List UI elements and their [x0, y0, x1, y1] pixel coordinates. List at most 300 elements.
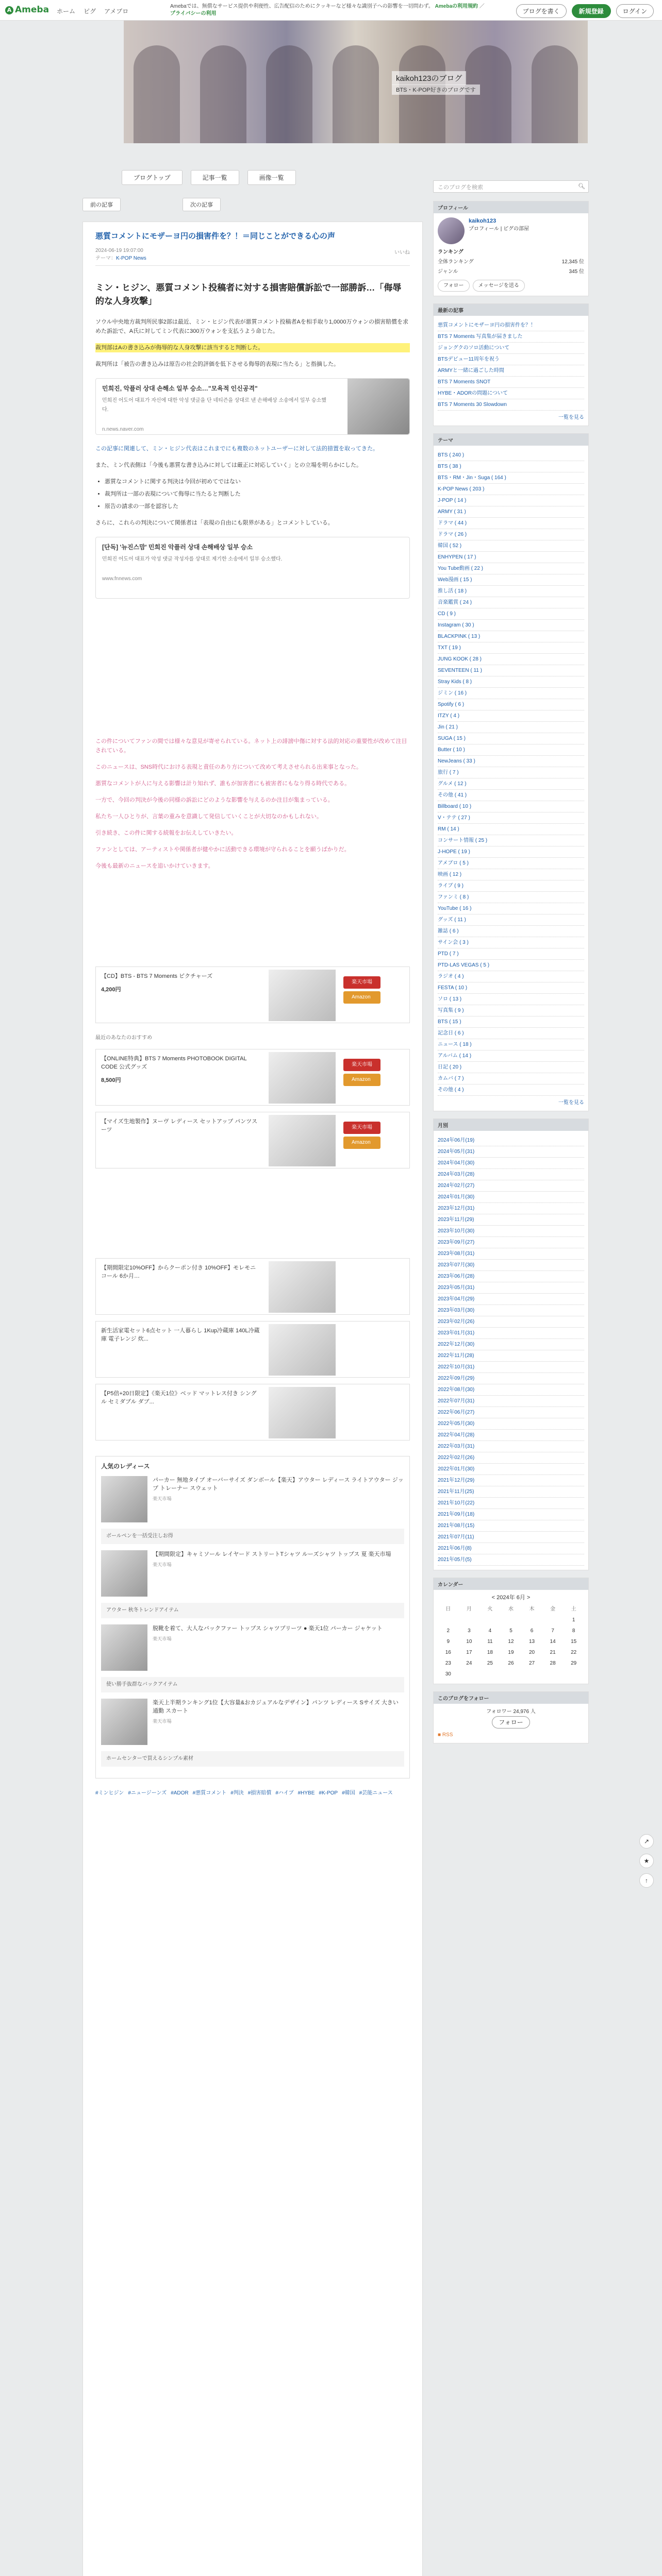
theme-link[interactable]: ARMY ( 31 )	[438, 509, 466, 515]
theme-link[interactable]: 音楽鑑賞 ( 24 )	[438, 600, 472, 605]
calendar-day[interactable]: 3	[468, 1628, 471, 1634]
archive-link[interactable]: 2021年10月(22)	[438, 1500, 475, 1506]
latest-entry-link[interactable]: ジョングクのソロ活動について	[438, 345, 510, 351]
archive-link[interactable]: 2023年06月(28)	[438, 1274, 475, 1279]
theme-item	[438, 982, 584, 994]
calendar-day[interactable]: 16	[445, 1650, 451, 1655]
archive-link[interactable]: 2022年04月(28)	[438, 1432, 475, 1438]
theme-link[interactable]: JUNG KOOK ( 28 )	[438, 656, 482, 662]
share-icon[interactable]: ↗	[639, 1834, 654, 1849]
archive-link[interactable]: 2022年03月(31)	[438, 1444, 475, 1449]
hashtag-link[interactable]: #ハイブ	[275, 1790, 294, 1796]
archive-link[interactable]: 2024年06月(19)	[438, 1138, 475, 1143]
theme-link[interactable]: Spotify ( 6 )	[438, 702, 465, 707]
archive-link[interactable]: 2024年03月(28)	[438, 1172, 475, 1177]
calendar-day[interactable]: 30	[445, 1671, 451, 1677]
theme-link[interactable]: ソロ ( 13 )	[438, 996, 462, 1002]
calendar-day	[521, 1615, 542, 1625]
theme-label: テーマ：	[95, 256, 116, 261]
hashtag-link[interactable]: #HYBE	[297, 1790, 315, 1796]
calendar-day[interactable]: 24	[466, 1660, 472, 1666]
calendar-day[interactable]: 1	[572, 1617, 575, 1623]
theme-item	[438, 1016, 584, 1028]
archive-link[interactable]: 2021年05月(5)	[438, 1557, 472, 1563]
theme-link[interactable]: アルバム ( 14 )	[438, 1053, 472, 1059]
hashtag-link[interactable]: #判決	[230, 1790, 244, 1796]
calendar-weekday: 月	[466, 1606, 472, 1612]
latest-entry-link[interactable]: HYBE・ADORの問題について	[438, 391, 508, 396]
calendar-day	[479, 1669, 501, 1680]
article-paragraph: 裁判部はAの書き込みが侮辱的な人身攻撃に該当すると判断した。	[95, 343, 410, 352]
theme-link[interactable]: ジミン ( 16 )	[438, 690, 467, 696]
rank-overall-value: 12,345 位	[561, 259, 584, 265]
affiliate-item[interactable]	[95, 1049, 410, 1106]
calendar-day[interactable]: 12	[508, 1639, 514, 1645]
popular-item[interactable]: 楽天上半期ランキング1位【大容量&おカジュアルなデザイン】パンツ レディース Sサイズ 大きい 通勤 スカート 楽天市場	[101, 1699, 404, 1745]
theme-item	[438, 552, 584, 563]
theme-item	[438, 461, 584, 472]
calendar-day[interactable]: 22	[571, 1650, 577, 1655]
archive-item	[438, 1418, 584, 1430]
calendar-day[interactable]: 7	[551, 1628, 554, 1634]
theme-link[interactable]: Instagram ( 30 )	[438, 622, 474, 628]
popular-heading: 人気のレディース	[101, 1463, 150, 1470]
entry-theme-link[interactable]: K-POP News	[116, 256, 146, 261]
search-icon[interactable]: 🔍︎	[578, 183, 585, 190]
ad-item[interactable]	[95, 1321, 410, 1378]
theme-link[interactable]: RM ( 14 )	[438, 826, 459, 832]
calendar-day[interactable]: 29	[571, 1660, 577, 1666]
latest-entry-link[interactable]: BTS 7 Moments SNOT	[438, 379, 491, 385]
calendar-day	[501, 1669, 522, 1680]
shop-amazon-button[interactable]: Amazon	[343, 1074, 380, 1086]
entry-like-top[interactable]: いいね	[394, 250, 410, 256]
theme-link[interactable]: コンサート情報 ( 25 )	[438, 838, 488, 843]
blog-header-image	[124, 21, 588, 143]
nav-ameblo[interactable]: アメブロ	[104, 8, 129, 15]
latest-entry-link[interactable]: 悪質コメントにモザーヨ円の損害件を？！	[438, 323, 536, 328]
cookie-notice: Amebaでは、無償なサービス提供や利便性、広告配信のためにクッキーなど様々な識別子への影響を一切問わず。 Amebaの利用規約 ／ プライバシーの利用	[170, 4, 485, 16]
calendar-week	[438, 1647, 584, 1658]
latest-entry-link[interactable]: BTS 7 Moments 写真集が届きました	[438, 334, 523, 340]
hashtag-link[interactable]: #悪質コメント	[192, 1790, 227, 1796]
theme-link[interactable]: 写真集 ( 9 )	[438, 1008, 464, 1013]
archive-link[interactable]: 2022年02月(26)	[438, 1455, 475, 1461]
blog-top-button[interactable]: ブログトップ	[122, 170, 183, 185]
blog-title[interactable]: kaikoh123のブログ	[392, 71, 466, 85]
calendar-weekday: 火	[487, 1606, 493, 1612]
popular-ladies-section	[95, 1456, 410, 1778]
archive-link[interactable]: 2023年05月(31)	[438, 1285, 475, 1291]
calendar-day[interactable]: 18	[487, 1650, 493, 1655]
archive-link[interactable]: 2023年12月(31)	[438, 1206, 475, 1211]
archive-link[interactable]: 2021年11月(25)	[438, 1489, 474, 1495]
archive-item	[438, 1328, 584, 1339]
calendar-day[interactable]: 14	[550, 1639, 556, 1645]
archive-item	[438, 1407, 584, 1418]
calendar-week	[438, 1625, 584, 1636]
popular-item[interactable]: パーカー 無地タイプ オーバーサイズ ダンボール【楽天】アウター レディース ライトアウター ジップ トレーナー スウェット 楽天市場	[101, 1476, 404, 1522]
calendar-day[interactable]: 20	[528, 1650, 535, 1655]
archive-link[interactable]: 2022年09月(29)	[438, 1376, 475, 1381]
archive-item	[438, 1498, 584, 1509]
archive-item	[438, 1373, 584, 1384]
theme-link[interactable]: Web漫画 ( 15 )	[438, 577, 472, 583]
calendar-day[interactable]: 26	[508, 1660, 514, 1666]
calendar-day[interactable]: 28	[550, 1660, 556, 1666]
theme-link[interactable]: 推し活 ( 18 )	[438, 588, 467, 594]
theme-item	[438, 801, 584, 812]
theme-link[interactable]: NewJeans ( 33 )	[438, 758, 475, 764]
theme-link[interactable]: YouTube ( 16 )	[438, 906, 472, 911]
theme-item	[438, 540, 584, 552]
archive-item	[438, 1271, 584, 1282]
archive-link[interactable]: 2021年12月(29)	[438, 1478, 475, 1483]
rss-link[interactable]: ■ RSS	[438, 1732, 453, 1738]
calendar-day[interactable]: 15	[571, 1639, 577, 1645]
theme-list	[434, 446, 588, 1111]
theme-link[interactable]: 記念日 ( 6 )	[438, 1030, 464, 1036]
theme-item	[438, 529, 584, 540]
theme-item	[438, 858, 584, 869]
ameba-logo[interactable]	[5, 5, 49, 15]
popular-item-image	[101, 1624, 147, 1671]
theme-link[interactable]: 韓国 ( 52 )	[438, 543, 462, 549]
calendar-week	[438, 1636, 584, 1647]
ad-title: 【期間限定10%OFF】からクーポン付き 10%OFF】モレモニコール 6か月…	[101, 1265, 256, 1279]
theme-item	[438, 1028, 584, 1039]
archive-item	[438, 1339, 584, 1350]
archive-link[interactable]: 2022年05月(30)	[438, 1421, 475, 1427]
theme-link[interactable]: Stray Kids ( 8 )	[438, 679, 472, 685]
theme-link[interactable]: SEVENTEEN ( 11 )	[438, 668, 482, 673]
archive-link[interactable]: 2024年01月(30)	[438, 1194, 475, 1200]
calendar-day[interactable]: 25	[487, 1660, 493, 1666]
affiliate-item[interactable]	[95, 1112, 410, 1168]
popular-item-image	[101, 1550, 147, 1597]
shop-amazon-button[interactable]: Amazon	[343, 1137, 380, 1149]
archive-link[interactable]: 2023年08月(31)	[438, 1251, 475, 1257]
calendar-day	[438, 1615, 459, 1625]
shop-rakuten-button[interactable]: 楽天市場	[343, 1122, 380, 1134]
theme-link[interactable]: J-HOPE ( 19 )	[438, 849, 470, 855]
theme-link[interactable]: ITZY ( 4 )	[438, 713, 460, 719]
theme-link[interactable]: PTD ( 7 )	[438, 951, 459, 957]
archive-item	[438, 1430, 584, 1441]
latest-heading: 最新の記事	[434, 304, 588, 316]
theme-link[interactable]: BTS・RM・Jin・Suga ( 164 )	[438, 475, 506, 481]
profile-name[interactable]: kaikoh123	[469, 218, 496, 224]
calendar-day	[459, 1669, 480, 1680]
nav-pigg[interactable]: ピグ	[84, 8, 96, 15]
theme-link[interactable]: BTS ( 240 )	[438, 452, 465, 458]
theme-item	[438, 699, 584, 710]
calendar-day[interactable]: 13	[528, 1639, 535, 1645]
calendar-day	[521, 1669, 542, 1680]
calendar-day[interactable]: 6	[530, 1628, 534, 1634]
archive-link[interactable]: 2023年04月(29)	[438, 1296, 475, 1302]
bookmark-icon[interactable]: ★	[639, 1854, 654, 1868]
rank-genre-value: 345 位	[569, 269, 584, 275]
send-message-button[interactable]: メッセージを送る	[473, 280, 525, 292]
calendar-day[interactable]: 4	[488, 1628, 492, 1634]
hashtag-list	[95, 1789, 410, 1798]
theme-link[interactable]: ドラマ ( 44 )	[438, 520, 467, 526]
popular-bar[interactable]: ホームセンターで買えるシンプル素材	[101, 1751, 404, 1767]
blog-description: BTS・K-POP好きのブログです	[392, 84, 480, 95]
sidebar	[433, 201, 589, 1751]
ad-image	[269, 1387, 336, 1438]
theme-link[interactable]: BTS ( 15 )	[438, 1019, 461, 1025]
theme-item	[438, 574, 584, 586]
latest-entry-link[interactable]: ARMYと一緒に過ごした時間	[438, 368, 504, 374]
calendar-day[interactable]: 9	[446, 1639, 450, 1645]
latest-more-link[interactable]: 一覧を見る	[558, 415, 584, 420]
theme-link[interactable]: ラジオ ( 4 )	[438, 974, 464, 979]
entry-pager	[82, 198, 221, 211]
write-blog-button[interactable]: ブログを書く	[516, 4, 567, 18]
theme-link[interactable]: TXT ( 19 )	[438, 645, 461, 651]
calendar-day	[501, 1615, 522, 1625]
theme-link[interactable]: 日記 ( 20 )	[438, 1064, 462, 1070]
archive-item	[438, 1464, 584, 1475]
archive-link[interactable]: 2024年04月(30)	[438, 1160, 475, 1166]
archive-item	[438, 1226, 584, 1237]
theme-item	[438, 926, 584, 937]
theme-item	[438, 563, 584, 574]
theme-link[interactable]: グッズ ( 11 )	[438, 917, 466, 923]
theme-link[interactable]: V・テテ ( 27 )	[438, 815, 470, 821]
theme-item	[438, 880, 584, 892]
theme-link[interactable]: Billboard ( 10 )	[438, 804, 472, 809]
archive-link[interactable]: 2022年11月(28)	[438, 1353, 474, 1359]
popular-item[interactable]: 【期間限定】キャミソール レイヤード ストリートTシャツ ルーズシャツ トップス 夏 楽天市場 楽天市場	[101, 1550, 404, 1597]
calendar-day[interactable]: 10	[466, 1639, 472, 1645]
theme-link[interactable]: 旅行 ( 7 )	[438, 770, 459, 775]
hashtag-link[interactable]: #韓国	[342, 1790, 355, 1796]
news-link-card[interactable]	[95, 537, 410, 599]
blog-search-input[interactable]	[433, 180, 589, 193]
list-item: • 悪質なコメントに関する判決は今回が初めてではない	[105, 477, 410, 486]
notice-link-terms[interactable]: Amebaの利用規約	[435, 4, 478, 9]
theme-link[interactable]: CD ( 9 )	[438, 611, 456, 617]
theme-link[interactable]: ニュース ( 18 )	[438, 1042, 472, 1047]
shop-rakuten-button[interactable]: 楽天市場	[343, 976, 380, 989]
affiliate-price: 4,200円	[101, 987, 121, 993]
hashtag-link[interactable]: #芸能ニュース	[359, 1790, 393, 1796]
theme-link[interactable]: アメブロ ( 5 )	[438, 860, 469, 866]
entry-list-button[interactable]: 記事一覧	[191, 170, 239, 185]
calendar-day[interactable]: 17	[466, 1650, 472, 1655]
popular-item[interactable]: 脱靴を着て、大人なバックファー トップス シャツプリーツ ● 楽天1位 パーカー ジャケット 楽天市場	[101, 1624, 404, 1671]
archive-link[interactable]: 2022年06月(27)	[438, 1410, 475, 1415]
calendar-week	[438, 1615, 584, 1625]
popular-bar[interactable]: アウター 秋冬トレンドアイテム	[101, 1603, 404, 1618]
archive-link[interactable]: 2022年01月(30)	[438, 1466, 475, 1472]
calendar-day[interactable]: 27	[528, 1660, 535, 1666]
theme-link[interactable]: ライブ ( 9 )	[438, 883, 464, 889]
ad-title: 【P5倍+20日限定】《楽天1位》ベッド マットレス付き シングル セミダブル ダブ...	[101, 1391, 257, 1405]
theme-link[interactable]: サイン会 ( 3 )	[438, 940, 469, 945]
popular-bar[interactable]: ボールペンを一括受注しお得	[101, 1529, 404, 1544]
archive-link[interactable]: 2023年01月(31)	[438, 1330, 475, 1336]
theme-item	[438, 960, 584, 971]
theme-link[interactable]: Jin ( 21 )	[438, 724, 458, 730]
theme-item	[438, 608, 584, 620]
entry-title[interactable]: 悪質コメントにモザーヨ円の損害件を？！＝同じことができる心の声	[95, 232, 336, 241]
calendar-day[interactable]: 11	[487, 1639, 493, 1645]
prev-entry-link[interactable]: 前の記事	[82, 198, 121, 211]
theme-item	[438, 518, 584, 529]
article-paragraph: さらに、これらの判決について関係者は「表現の自由にも限界がある」とコメントしている。	[95, 520, 334, 526]
theme-more-link[interactable]: 一覧を見る	[558, 1100, 584, 1106]
theme-link[interactable]: BTS ( 38 )	[438, 464, 461, 469]
theme-link[interactable]: FESTA ( 10 )	[438, 985, 468, 991]
notice-text: Amebaでは、無償なサービス提供や利便性、広告配信のためにクッキーなど様々な識別子への影響を一切問わず。	[170, 4, 434, 9]
calendar-day[interactable]: 23	[445, 1660, 451, 1666]
theme-link[interactable]: ファンミ ( 8 )	[438, 894, 469, 900]
news-link-card[interactable]	[95, 378, 410, 435]
theme-item	[438, 1039, 584, 1050]
theme-link[interactable]: J-POP ( 14 )	[438, 498, 467, 503]
calendar-day[interactable]: 19	[508, 1650, 514, 1655]
signup-button[interactable]: 新規登録	[572, 4, 611, 18]
calendar-weekday: 水	[508, 1606, 514, 1612]
archive-link[interactable]: 2023年11月(29)	[438, 1217, 474, 1223]
theme-link[interactable]: Butter ( 10 )	[438, 747, 465, 753]
archive-item	[438, 1543, 584, 1554]
theme-box	[433, 433, 589, 1111]
calendar-day[interactable]: 21	[550, 1650, 556, 1655]
search-placeholder: このブログを検索	[438, 184, 483, 191]
shop-amazon-button[interactable]: Amazon	[343, 991, 380, 1004]
article-list	[105, 477, 410, 511]
profile-avatar[interactable]	[438, 217, 465, 244]
theme-link[interactable]: ENHYPEN ( 17 )	[438, 554, 476, 560]
archive-item	[438, 1135, 584, 1146]
calendar-weekday: 金	[550, 1606, 556, 1612]
theme-link[interactable]: ドラマ ( 26 )	[438, 532, 467, 537]
popular-bar[interactable]: 使い勝手抜群なバックアイテム	[101, 1677, 404, 1692]
theme-item	[438, 676, 584, 688]
archive-link[interactable]: 2021年07月(11)	[438, 1534, 474, 1540]
card-site: n.news.naver.com	[102, 427, 144, 432]
hashtag-link[interactable]: #ミンヒジン	[95, 1790, 124, 1796]
archive-item	[438, 1350, 584, 1362]
archive-link[interactable]: 2023年09月(27)	[438, 1240, 475, 1245]
calendar-day[interactable]: 5	[509, 1628, 512, 1634]
theme-link[interactable]: PTD-LAS VEGAS ( 5 )	[438, 962, 490, 968]
theme-link[interactable]: その他 ( 4 )	[438, 1087, 464, 1093]
profile-follow-button[interactable]: フォロー	[438, 280, 470, 292]
archive-link[interactable]: 2021年08月(15)	[438, 1523, 475, 1529]
theme-item	[438, 1062, 584, 1073]
theme-link[interactable]: 映画 ( 12 )	[438, 872, 462, 877]
archive-link[interactable]: 2024年02月(27)	[438, 1183, 475, 1189]
ad-image	[269, 1324, 336, 1376]
calendar-day[interactable]: 8	[572, 1628, 575, 1634]
calendar-week	[438, 1658, 584, 1669]
theme-item	[438, 903, 584, 914]
entry-date: 2024-06-19 19:07:00	[95, 248, 143, 253]
commentary-paragraph: 悪質なコメントが人に与える影響は計り知れず、誰もが加害者にも被害者にもなり得る時代である。	[95, 781, 351, 787]
image-list-button[interactable]: 画像一覧	[247, 170, 296, 185]
theme-item	[438, 790, 584, 801]
archive-link[interactable]: 2022年10月(31)	[438, 1364, 475, 1370]
cal-next-icon[interactable]: >	[526, 1595, 531, 1601]
login-button[interactable]: ログイン	[616, 4, 654, 18]
ad-item[interactable]	[95, 1258, 410, 1315]
theme-link[interactable]: カムバ ( 7 )	[438, 1076, 464, 1081]
theme-item	[438, 948, 584, 960]
affiliate-item[interactable]	[95, 967, 410, 1023]
shop-rakuten-button[interactable]: 楽天市場	[343, 1059, 380, 1071]
archive-link[interactable]: 2023年02月(26)	[438, 1319, 475, 1325]
calendar-weekday: 木	[529, 1606, 535, 1612]
archive-item	[438, 1237, 584, 1248]
theme-link[interactable]: その他 ( 41 )	[438, 792, 467, 798]
theme-link[interactable]: K-POP News ( 203 )	[438, 486, 485, 492]
calendar-day[interactable]: 2	[446, 1628, 450, 1634]
archive-link[interactable]: 2023年10月(30)	[438, 1228, 475, 1234]
archive-link[interactable]: 2022年12月(30)	[438, 1342, 475, 1347]
archive-link[interactable]: 2021年09月(18)	[438, 1512, 475, 1517]
blank-space	[95, 1175, 410, 1252]
theme-link[interactable]: You Tube動画 ( 22 )	[438, 566, 484, 571]
blank-space	[95, 608, 410, 737]
affiliate-heading: 最近のあなたのおすすめ	[95, 1035, 153, 1041]
article-paragraph: また、ミン代表側は「今後も悪質な書き込みに対しては厳正に対応していく」との立場を明らかにした。	[95, 462, 362, 468]
archive-link[interactable]: 2021年06月(8)	[438, 1546, 472, 1551]
theme-item	[438, 869, 584, 880]
article-paragraph: この記事に関連して、ミン・ヒジン代表はこれまでにも複数のネットユーザーに対して法的措置を取ってきた。	[95, 446, 379, 452]
commentary-block	[95, 737, 410, 871]
card-thumbnail	[347, 379, 409, 434]
theme-link[interactable]: 雑誌 ( 6 )	[438, 928, 459, 934]
calendar-box	[433, 1578, 589, 1684]
hashtag-link[interactable]: #ニュージーンズ	[128, 1790, 167, 1796]
notice-link-privacy[interactable]: プライバシーの利用	[170, 11, 217, 16]
commentary-paragraph: このニュースは、SNS時代における表現と責任のあり方について改めて考えさせられる出来事となった。	[95, 764, 362, 770]
scroll-top-icon[interactable]: ↑	[639, 1873, 654, 1888]
hashtag-link[interactable]: #K-POP	[319, 1790, 338, 1796]
profile-sub[interactable]: プロフィール | ピグの部屋	[469, 226, 529, 232]
theme-item	[438, 1005, 584, 1016]
archive-link[interactable]: 2022年08月(30)	[438, 1387, 475, 1393]
rank-label: ランキング	[438, 249, 464, 255]
theme-link[interactable]: BLACKPINK ( 13 )	[438, 634, 481, 639]
archive-link[interactable]: 2023年03月(30)	[438, 1308, 475, 1313]
archive-link[interactable]: 2023年07月(30)	[438, 1262, 475, 1268]
archive-item	[438, 1158, 584, 1169]
latest-entry-link[interactable]: BTSデビュー11周年を祝う	[438, 357, 500, 362]
hashtag-link[interactable]: #ADOR	[171, 1790, 189, 1796]
archive-link[interactable]: 2022年07月(31)	[438, 1398, 475, 1404]
calendar-day	[542, 1615, 564, 1625]
ad-item[interactable]	[95, 1384, 410, 1440]
next-entry-link[interactable]: 次の記事	[183, 198, 221, 211]
nav-home[interactable]: ホーム	[57, 8, 76, 15]
theme-link[interactable]: グルメ ( 12 )	[438, 781, 467, 787]
latest-entry-link[interactable]: BTS 7 Moments 30 Slowdown	[438, 402, 507, 408]
blog-follow-button[interactable]: フォロー	[492, 1716, 529, 1728]
archive-link[interactable]: 2024年05月(31)	[438, 1149, 475, 1155]
theme-item	[438, 495, 584, 506]
hashtag-link[interactable]: #損害賠償	[247, 1790, 272, 1796]
cal-prev-icon[interactable]: <	[491, 1595, 495, 1601]
theme-link[interactable]: SUGA ( 15 )	[438, 736, 466, 741]
entry-meta	[95, 248, 410, 261]
